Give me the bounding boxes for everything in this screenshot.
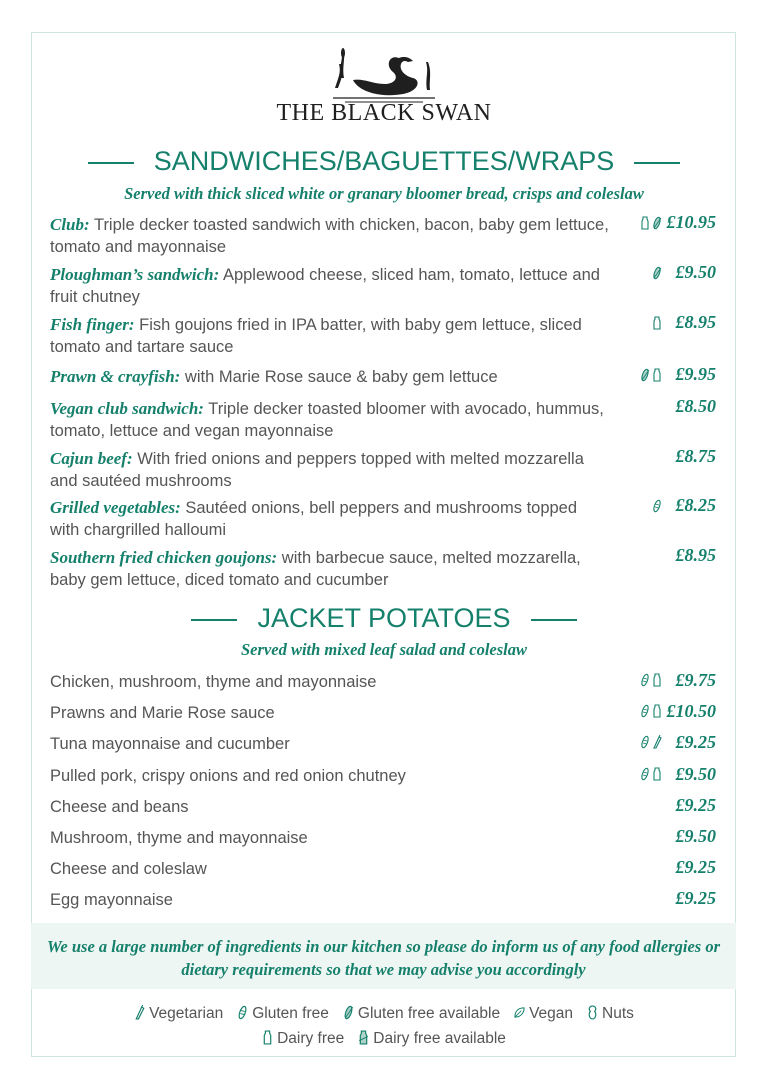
restaurant-name: THE BLACK SWAN	[276, 100, 492, 126]
gluten-free-icon	[640, 702, 650, 724]
legend-label: Vegetarian	[149, 1005, 224, 1022]
menu-item-price: £9.25	[675, 794, 716, 815]
menu-item-name: Prawns and Marie Rose sauce	[50, 704, 275, 723]
sandwiches-title-text: SANDWICHES/BAGUETTES/WRAPS	[153, 146, 615, 176]
legend-item	[514, 1005, 573, 1023]
dairy-free-icon	[652, 314, 662, 336]
menu-item-description: With fried onions and peppers topped with melted mozzarella and sautéed mushrooms	[50, 450, 584, 490]
dietary-marks	[638, 671, 662, 693]
menu-item-price: £8.25	[675, 495, 716, 515]
menu-item-name: Vegan club sandwich:	[50, 399, 204, 418]
sandwiches-section-title	[0, 146, 768, 177]
menu-item-name: Pulled pork, crispy onions and red onion chutney	[50, 766, 406, 785]
menu-item-price: £9.50	[675, 826, 716, 846]
menu-item	[50, 264, 610, 308]
gluten-free-available-icon	[640, 366, 650, 388]
dietary-marks	[638, 702, 662, 724]
gluten-free-icon	[237, 1005, 252, 1022]
menu-item-name: Mushroom, thyme and mayonnaise	[50, 829, 308, 847]
menu-item-name: Chicken, mushroom, thyme and mayonnaise	[50, 673, 377, 691]
dietary-marks	[650, 314, 662, 336]
menu-item-name: Cheese and beans	[50, 797, 189, 816]
menu-item-price: £9.95	[675, 364, 716, 384]
dietary-marks	[650, 264, 662, 286]
vegetarian-icon	[652, 733, 662, 755]
dietary-legend-row-2	[0, 1030, 768, 1048]
legend-item	[262, 1030, 344, 1048]
menu-item	[50, 366, 610, 388]
legend-label: Gluten free available	[357, 1005, 501, 1022]
menu-item	[50, 497, 610, 541]
menu-item	[50, 214, 610, 258]
legend-item	[587, 1005, 634, 1023]
menu-item-description: Fish goujons fried in IPA batter, with baby gem lettuce, sliced tomato and tartare sauce	[50, 316, 582, 356]
menu-item-name: Grilled vegetables:	[50, 498, 181, 517]
menu-item-name: Southern fried chicken goujons:	[50, 548, 278, 567]
dairy-free-icon	[640, 214, 650, 236]
jackets-subtitle: Served with mixed leaf salad and coleslaw	[241, 640, 527, 659]
dietary-marks	[638, 765, 662, 787]
dietary-legend	[0, 1005, 768, 1023]
menu-item-description: Triple decker toasted sandwich with chicken, bacon, baby gem lettuce, tomato and mayonnaise	[50, 216, 609, 256]
menu-item-price: £9.50	[675, 763, 716, 784]
gluten-free-available-icon	[343, 1005, 358, 1022]
legend-label: Vegan	[529, 1005, 574, 1022]
menu-item-name: Tuna mayonnaise and cucumber	[50, 735, 290, 754]
legend-item	[134, 1005, 223, 1023]
menu-item-price: £9.25	[675, 857, 716, 878]
menu-item-name: Prawn & crayfish:	[50, 367, 181, 386]
menu-item-price: £8.50	[675, 396, 716, 416]
menu-item	[50, 398, 610, 442]
dairy-free-icon	[652, 702, 662, 724]
dairy-free-icon	[652, 765, 662, 787]
swan-logo	[0, 48, 768, 106]
jackets-title-text: JACKET POTATOES	[257, 603, 511, 633]
menu-item-price: £8.95	[675, 312, 716, 332]
menu-item-name: Cheese and coleslaw	[50, 860, 207, 879]
legend-label: Nuts	[602, 1005, 634, 1022]
dietary-marks	[638, 366, 662, 388]
jackets-section-title	[0, 603, 768, 634]
menu-item-name: Fish finger:	[50, 315, 135, 334]
sandwiches-subtitle: Served with thick sliced white or granary bloomer bread, crisps and coleslaw	[124, 184, 644, 203]
menu-item-price: £9.25	[675, 888, 716, 909]
gluten-free-available-icon	[652, 214, 662, 236]
gluten-free-icon	[640, 733, 650, 755]
dietary-marks	[638, 733, 662, 755]
menu-item-description: Applewood cheese, sliced ham, tomato, lettuce and fruit chutney	[50, 266, 600, 306]
menu-item-name: Club:	[50, 215, 90, 234]
menu-item-price: £9.25	[675, 732, 716, 753]
legend-label: Dairy free available	[373, 1030, 506, 1047]
menu-item-price: £8.95	[675, 545, 716, 565]
menu-item	[50, 314, 610, 358]
menu-item-price: £9.50	[675, 262, 716, 282]
gluten-free-icon	[640, 765, 650, 787]
menu-item-price: £8.75	[675, 446, 716, 466]
title-rule-left	[88, 162, 134, 164]
menu-item-price: £10.95	[666, 212, 716, 232]
menu-item-price: £9.75	[675, 670, 716, 690]
menu-item-description: with Marie Rose sauce & baby gem lettuce	[180, 368, 498, 386]
dairy-free-icon	[652, 671, 662, 693]
gluten-free-icon	[652, 497, 662, 519]
title-rule-right	[531, 619, 577, 621]
menu-item-name: Egg mayonnaise	[50, 891, 173, 910]
menu-item	[50, 448, 610, 492]
dairy-free-icon	[262, 1030, 277, 1047]
allergy-notice: We use a large number of ingredients in our kitchen so please do inform us of any food allergies or dietary requirements so that we may advise you accordingly	[46, 937, 721, 979]
menu-item-name: Cajun beef:	[50, 449, 133, 468]
legend-label: Dairy free	[277, 1030, 345, 1047]
menu-item-price: £10.50	[666, 701, 716, 722]
legend-item	[343, 1005, 500, 1023]
legend-label: Gluten free	[252, 1005, 329, 1022]
menu-item-name: Ploughman’s sandwich:	[50, 265, 220, 284]
vegan-icon	[514, 1005, 529, 1022]
dairy-free-available-icon	[358, 1030, 373, 1047]
title-rule-left	[191, 619, 237, 621]
menu-item-description: Triple decker toasted bloomer with avocado, hummus, tomato, lettuce and vegan mayonnaise	[50, 400, 604, 440]
dairy-free-icon	[652, 366, 662, 388]
vegetarian-icon	[134, 1005, 149, 1022]
gluten-free-icon	[640, 671, 650, 693]
dietary-marks	[638, 214, 662, 236]
allergy-notice-panel	[31, 923, 736, 989]
menu-item-description: Sautéed onions, bell peppers and mushrooms topped with chargrilled halloumi	[50, 499, 578, 539]
dietary-marks	[650, 497, 662, 519]
title-rule-right	[634, 162, 680, 164]
menu-item	[50, 547, 610, 591]
gluten-free-available-icon	[652, 264, 662, 286]
menu-item-description: with barbecue sauce, melted mozzarella, baby gem lettuce, diced tomato and cucumber	[50, 549, 581, 589]
legend-item	[237, 1005, 329, 1023]
legend-item	[358, 1030, 506, 1048]
nuts-icon	[587, 1005, 602, 1022]
